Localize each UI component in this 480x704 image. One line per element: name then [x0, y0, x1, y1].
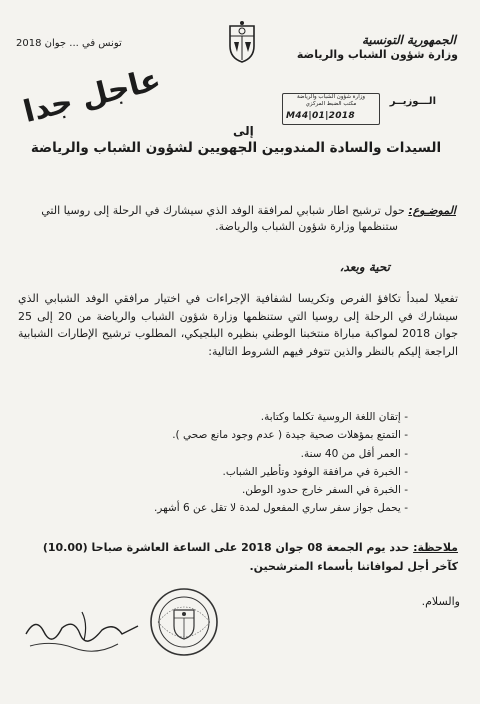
stamp-line-1: وزارة شؤون الشباب والرياضة	[296, 94, 366, 100]
greeting: تحية وبعد،	[339, 260, 390, 274]
subject-label: الموضـوع:	[408, 204, 456, 217]
stamp-line-2: مكتب الضبط المركزي	[305, 101, 357, 107]
official-seal-icon	[148, 586, 220, 658]
letter-date: تونس في ... جوان 2018	[16, 38, 122, 49]
to-label: إلى	[233, 124, 254, 138]
republic-heading: الجمهورية التونسية	[361, 33, 456, 47]
list-item: - التمتع بمؤهلات صحية جيدة ( عدم وجود مانع صحي ).	[108, 426, 408, 444]
list-item: - يحمل جواز سفر ساري المفعول لمدة لا تقل عن 6 أشهر.	[108, 499, 408, 517]
stamp-number: M44|01|2018	[286, 111, 355, 121]
list-item: - إتقان اللغة الروسية تكلما وكتابة.	[108, 408, 408, 426]
ministry-heading: وزارة شؤون الشباب والرياضة	[296, 48, 458, 61]
signature-icon	[22, 604, 142, 656]
urgent-stamp: عاجل جدا	[20, 62, 165, 130]
subject-line	[16, 202, 456, 220]
note-label: ملاحظة:	[413, 541, 458, 554]
note	[18, 538, 458, 576]
minister-tag: الـــوزيــر	[389, 96, 436, 107]
list-item: - الخبرة في السفر خارج حدود الوطن.	[108, 481, 408, 499]
addressee: السيدات والسادة المندوبين الجهويين لشؤون الشباب والرياضة	[30, 140, 442, 156]
body-paragraph: تفعيلا لمبدأ تكافؤ الفرص وتكريسا لشفافية الإجراءات في اختيار مرافقي الوفد الشبابي الذي سيشارك في الرحلة إلى روسيا التي ستنظمها وزارة شؤون الشباب والرياضة من 20 إلى 25 جوان 2018 لمواكبة مباراة منتخبنا الوطني بنظيره البلجيكي، المطلوب ترشيح الإطارات الشبابية الراجعة إليكم بالنظر والذين تتوفر فيهم الشروط التالية:	[18, 292, 459, 358]
subject-text-2: ستنظمها وزارة شؤون الشباب والرياضة.	[215, 220, 398, 233]
conditions-list	[108, 408, 408, 518]
note-text: حدد يوم الجمعة 08 جوان 2018 على الساعة العاشرة صباحا (10.00) كآخر أجل لموافاتنا بأسماء المترشحين.	[42, 541, 458, 573]
tunisia-emblem-icon	[226, 20, 258, 64]
subject-text: حول ترشيح اطار شبابي لمرافقة الوفد الذي سيشارك في الرحلة إلى روسيا التي	[41, 204, 405, 217]
list-item: - العمر أقل من 40 سنة.	[108, 445, 408, 463]
list-item: - الخبرة في مرافقة الوفود وتأطير الشباب.	[108, 463, 408, 481]
closing: والسلام.	[421, 595, 460, 608]
